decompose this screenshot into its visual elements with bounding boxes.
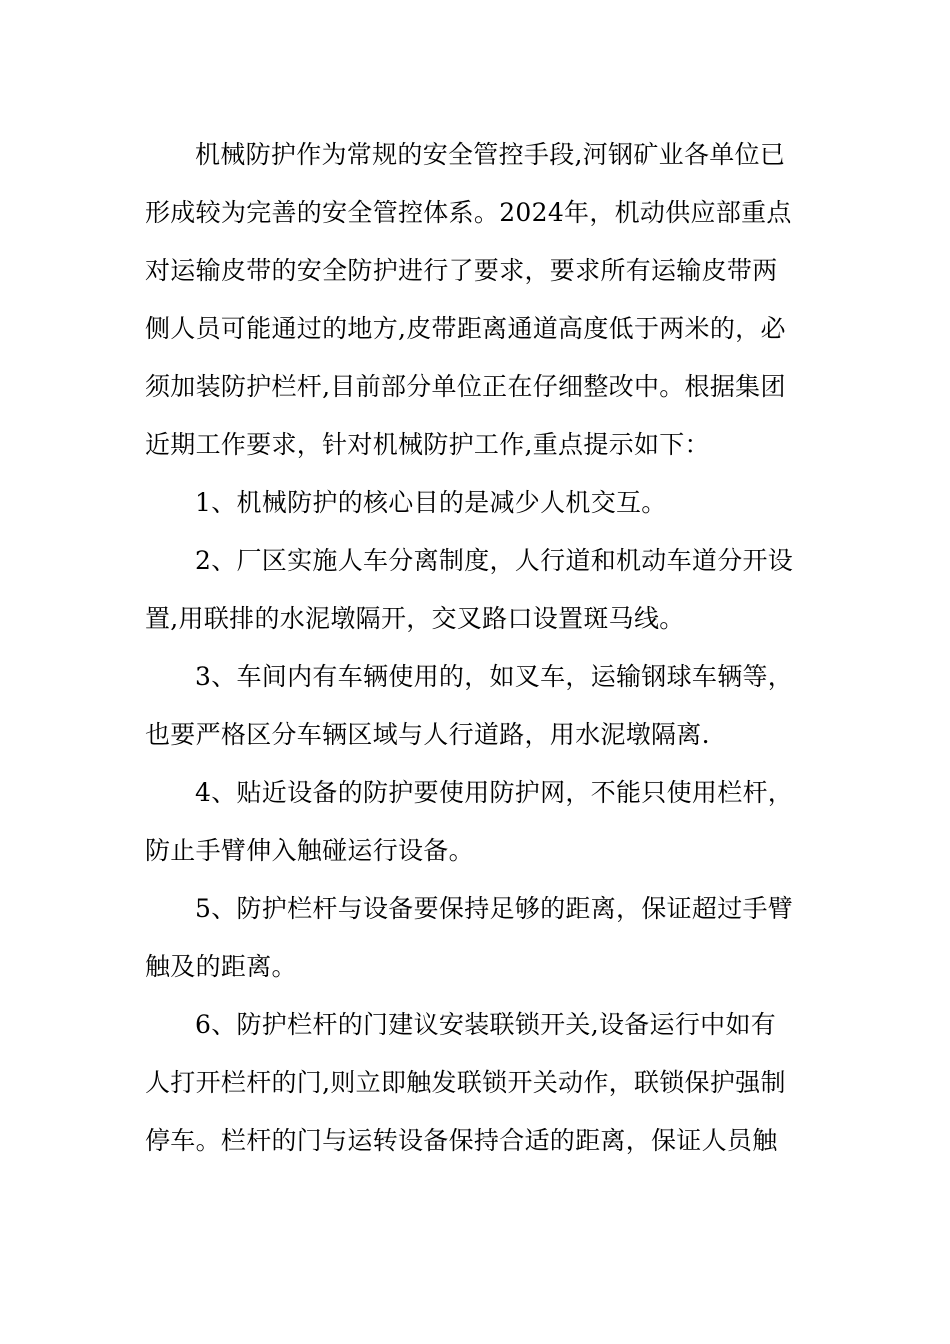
- text-line: 也要严格区分车辆区域与人行道路，用水泥墩隔离.: [145, 720, 710, 749]
- text-line: 人打开栏杆的门,则立即触发联锁开关动作，联锁保护强制: [145, 1068, 786, 1097]
- text-line: 停车。栏杆的门与运转设备保持合适的距离，保证人员触: [145, 1126, 778, 1155]
- list-item-3: 3、车间内有车辆使用的，如叉车，运输钢球车辆等，: [195, 662, 794, 691]
- list-item-1: 1、机械防护的核心目的是减少人机交互。: [195, 488, 667, 517]
- list-item-2: 2、厂区实施人车分离制度，人行道和机动车道分开设: [195, 546, 794, 575]
- list-item-5: 5、防护栏杆与设备要保持足够的距离，保证超过手臂: [195, 894, 794, 923]
- text-line: 防止手臂伸入触碰运行设备。: [145, 836, 474, 865]
- text-line: 对运输皮带的安全防护进行了要求，要求所有运输皮带两: [145, 256, 778, 285]
- list-item-6: 6、防护栏杆的门建议安装联锁开关,设备运行中如有: [195, 1010, 777, 1039]
- text-line: 近期工作要求，针对机械防护工作,重点提示如下：: [145, 430, 710, 459]
- list-item-4: 4、贴近设备的防护要使用防护网，不能只使用栏杆，: [195, 778, 794, 807]
- text-line: 形成较为完善的安全管控体系。2024年，机动供应部重点: [145, 198, 792, 227]
- text-line: 触及的距离。: [145, 952, 297, 981]
- text-line: 侧人员可能通过的地方,皮带距离通道高度低于两米的，必: [145, 314, 786, 343]
- text-line: 置,用联排的水泥墩隔开，交叉路口设置斑马线。: [145, 604, 685, 633]
- document-body: [145, 126, 807, 1170]
- text-line: 须加装防护栏杆,目前部分单位正在仔细整改中。根据集团: [145, 372, 786, 401]
- text-line: 机械防护作为常规的安全管控手段,河钢矿业各单位已: [195, 140, 786, 169]
